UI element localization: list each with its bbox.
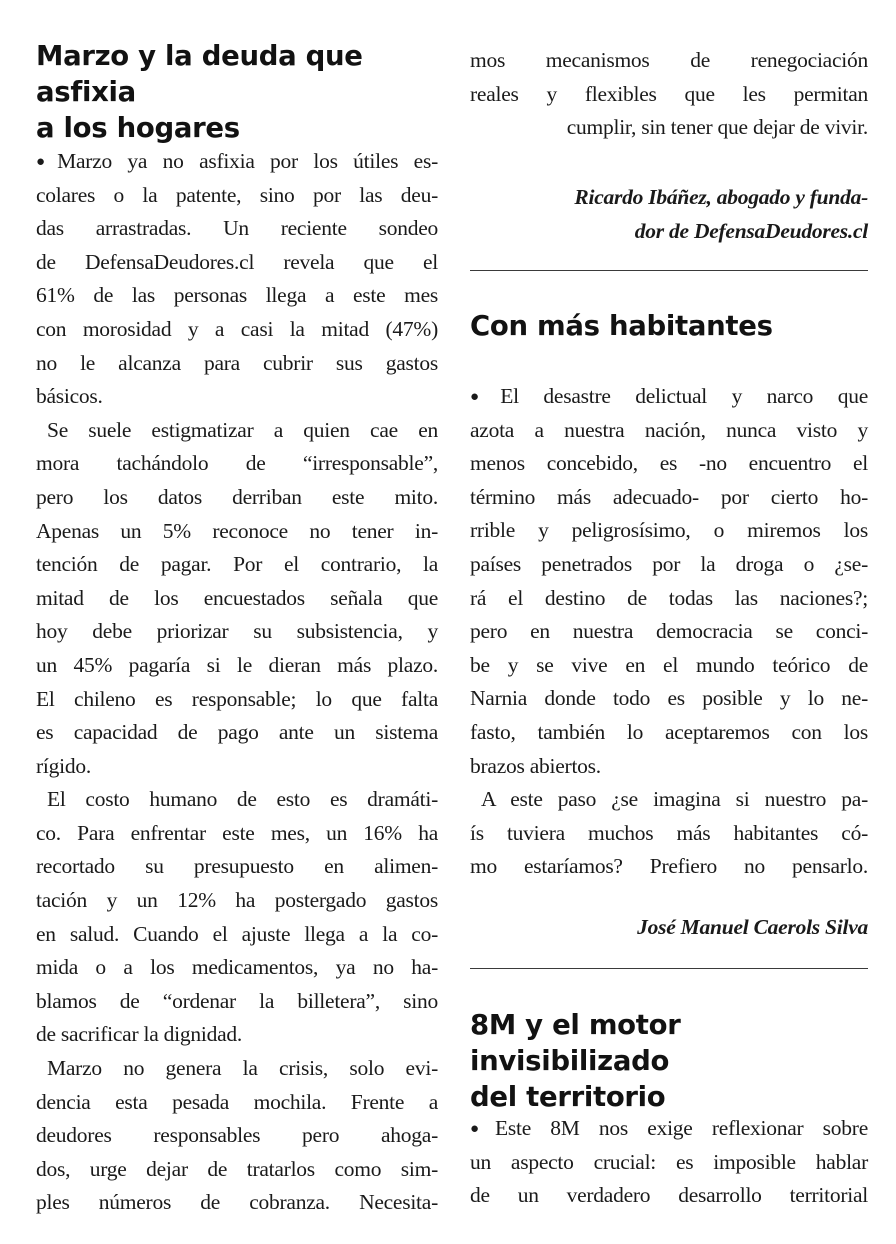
paragraph-line: un 45% pagaría si le dieran más plazo.	[36, 652, 438, 677]
paragraph-line: tención de pagar. Por el contrario, la	[36, 552, 438, 577]
paragraph-line: pero los datos derriban este mito.	[36, 484, 438, 509]
article1-signature	[470, 181, 868, 248]
section-divider	[470, 270, 868, 271]
paragraph-line: término más adecuado- por cierto ho-	[470, 484, 868, 509]
paragraph-line: colares o la patente, sino por las deu-	[36, 182, 438, 207]
paragraph-line: cumplir, sin tener que dejar de vivir.	[566, 115, 868, 140]
paragraph-line: en salud. Cuando el ajuste llega a la co-	[36, 921, 438, 946]
section-divider	[470, 968, 868, 969]
article1-continuation	[470, 44, 868, 145]
paragraph-line: El costo humano de esto es dramáti-	[47, 787, 438, 812]
article2-body	[470, 380, 868, 884]
article2-title-line: Con más habitantes	[470, 310, 773, 342]
paragraph-line: Se suele estigmatizar a quien cae en	[47, 417, 438, 442]
paragraph-line: be y se vive en el mundo teórico de	[470, 652, 868, 677]
paragraph-line: brazos abiertos.	[470, 753, 601, 778]
bullet-icon: ●	[470, 1121, 493, 1137]
paragraph-line: un aspecto crucial: es imposible hablar	[470, 1149, 868, 1174]
paragraph-line: dos, urge dejar de tratarlos como sim-	[36, 1156, 438, 1181]
paragraph-line: ●Este 8M nos exige reflexionar sobre	[470, 1116, 869, 1140]
paragraph-line: A este paso ¿se imagina si nuestro pa-	[481, 787, 868, 812]
paragraph-line: Narnia donde todo es posible y lo ne-	[470, 686, 868, 711]
paragraph-line: no le alcanza para cubrir sus gastos	[36, 350, 438, 375]
paragraph-line: menos concebido, es -no encuentro el	[470, 451, 868, 476]
article3-body	[470, 1112, 868, 1213]
signature-line: José Manuel Caerols Silva	[637, 915, 868, 939]
paragraph-line: ●Marzo ya no asfixia por los útiles es-	[36, 149, 438, 173]
paragraph-line: deudores responsables pero ahoga-	[36, 1123, 438, 1148]
paragraph-line: mo estaríamos? Prefiero no pensarlo.	[470, 854, 868, 879]
paragraph-line: co. Para enfrentar este mes, un 16% ha	[36, 820, 438, 845]
paragraph-line: tación y un 12% ha postergado gastos	[36, 888, 438, 913]
paragraph-line: con morosidad y a casi la mitad (47%)	[36, 316, 438, 341]
article1-body	[36, 145, 438, 1220]
paragraph-line: es capacidad de pago ante un sistema	[36, 720, 438, 745]
paragraph-line: países penetrados por la droga o ¿se-	[470, 551, 868, 576]
signature-line: dor de DefensaDeudores.cl	[634, 218, 868, 243]
paragraph-line: azota a nuestra nación, nunca visto y	[470, 417, 868, 442]
paragraph-line: 61% de las personas llega a este mes	[36, 283, 438, 308]
paragraph-line: ís tuviera muchos más habitantes có-	[470, 820, 868, 845]
paragraph-line: mos mecanismos de renegociación	[470, 48, 868, 72]
paragraph-line: mida o a los medicamentos, ya no ha-	[36, 955, 438, 980]
paragraph-line: das arrastradas. Un reciente sondeo	[36, 216, 438, 241]
article1-title-line: a los hogares	[36, 112, 240, 144]
bullet-icon: ●	[36, 154, 56, 170]
article1-title	[36, 38, 438, 146]
paragraph-line: reales y flexibles que les permitan	[470, 81, 868, 106]
bullet-icon: ●	[470, 389, 499, 405]
article2-title	[470, 308, 868, 344]
paragraph-line: Apenas un 5% reconoce no tener in-	[36, 518, 438, 543]
article3-title-line: del territorio	[470, 1081, 666, 1113]
paragraph-line: pero en nuestra democracia se conci-	[470, 619, 868, 644]
article3-title	[470, 1007, 868, 1115]
paragraph-line: mitad de los encuestados señala que	[36, 585, 438, 610]
paragraph-line: fasto, también lo aceptaremos con los	[470, 719, 868, 744]
paragraph-line: blamos de “ordenar la billetera”, sino	[36, 988, 438, 1013]
paragraph-line: de sacrificar la dignidad.	[36, 1022, 243, 1047]
paragraph-line: Marzo no genera la crisis, solo evi-	[47, 1056, 438, 1081]
paragraph-line: rrible y peligrosísimo, o miremos los	[470, 518, 868, 543]
paragraph-line: ●El desastre delictual y narco que	[470, 384, 869, 408]
paragraph-line: mora tachándolo de “irresponsable”,	[36, 451, 438, 476]
article3-title-line: 8M y el motor invisibilizado	[470, 1009, 681, 1077]
signature-line: Ricardo Ibáñez, abogado y funda-	[574, 185, 868, 209]
paragraph-line: de un verdadero desarrollo territorial	[470, 1183, 868, 1208]
paragraph-line: dencia esta pesada mochila. Frente a	[36, 1089, 438, 1114]
paragraph-line: rígido.	[36, 753, 91, 778]
paragraph-line: ples números de cobranza. Necesita-	[36, 1190, 438, 1215]
article1-title-line: Marzo y la deuda que asfixia	[36, 40, 363, 108]
paragraph-line: básicos.	[36, 384, 103, 409]
article2-signature	[470, 911, 868, 945]
paragraph-line: de DefensaDeudores.cl revela que el	[36, 249, 438, 274]
paragraph-line: recortado su presupuesto en alimen-	[36, 854, 438, 879]
paragraph-line: hoy debe priorizar su subsistencia, y	[36, 619, 438, 644]
paragraph-line: rá el destino de todas las naciones?;	[470, 585, 868, 610]
paragraph-line: El chileno es responsable; lo que falta	[36, 686, 438, 711]
